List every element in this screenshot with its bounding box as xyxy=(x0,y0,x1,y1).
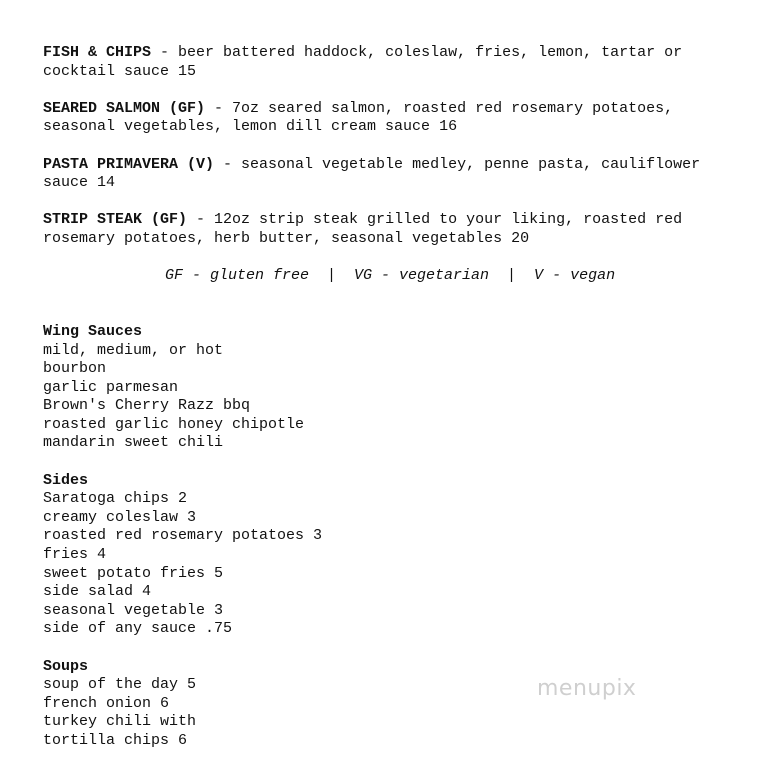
sides-section xyxy=(43,472,743,639)
list-item: Saratoga chips 2 xyxy=(43,490,188,508)
list-item: tortilla chips 6 xyxy=(43,731,188,749)
list-item: turkey chili with xyxy=(43,713,197,731)
list-item: roasted garlic honey chipotle xyxy=(43,415,305,433)
menu-item-strip-steak xyxy=(43,211,743,248)
sides-list xyxy=(43,490,743,639)
wing-sauces-section xyxy=(43,323,743,453)
list-item: bourbon xyxy=(43,360,107,378)
menu-page xyxy=(43,44,743,751)
list-item: creamy coleslaw 3 xyxy=(43,508,197,526)
list-item: sweet potato fries 5 xyxy=(43,564,224,582)
item-description: - seasonal vegetable medley, penne pasta, cauliflower sauce 14 xyxy=(43,155,701,192)
section-title: Wing Sauces xyxy=(43,322,143,340)
list-item: fries 4 xyxy=(43,546,107,564)
item-description: - beer battered haddock, coleslaw, fries, lemon, tartar or cocktail sauce 15 xyxy=(43,44,683,80)
dietary-legend: GF - gluten free | VG - vegetarian | V - vegan xyxy=(165,267,616,285)
list-item: garlic parmesan xyxy=(43,378,179,396)
list-item: roasted red rosemary potatoes 3 xyxy=(43,527,323,545)
list-item: mandarin sweet chili xyxy=(43,434,224,452)
menu-item-fish-chips xyxy=(43,44,743,81)
item-name: STRIP STEAK (GF) xyxy=(43,211,188,229)
item-description: - 12oz strip steak grilled to your liking, roasted red rosemary potatoes, herb butter, seasonal vegetables 20 xyxy=(43,211,683,247)
list-item: french onion 6 xyxy=(43,694,170,712)
item-name: FISH & CHIPS xyxy=(43,44,152,61)
list-item: mild, medium, or hot xyxy=(43,341,224,359)
list-item: side of any sauce .75 xyxy=(43,620,233,638)
menu-item-seared-salmon xyxy=(43,100,743,137)
section-title: Sides xyxy=(43,471,89,489)
list-item: side salad 4 xyxy=(43,583,152,601)
list-item: soup of the day 5 xyxy=(43,676,197,694)
section-title: Soups xyxy=(43,657,89,675)
item-description: - 7oz seared salmon, roasted red rosemary potatoes, seasonal vegetables, lemon dill cream sauce 16 xyxy=(43,99,674,136)
menu-item-pasta-primavera xyxy=(43,156,743,193)
list-item: Brown's Cherry Razz bbq xyxy=(43,397,251,415)
soups-list xyxy=(43,676,743,750)
item-name: SEARED SALMON (GF) xyxy=(43,99,206,117)
soups-section xyxy=(43,658,743,751)
wing-sauces-list xyxy=(43,342,743,454)
watermark-logo: menupix xyxy=(537,676,637,701)
list-item: seasonal vegetable 3 xyxy=(43,601,224,619)
item-name: PASTA PRIMAVERA (V) xyxy=(43,155,215,173)
spacer xyxy=(43,286,743,305)
